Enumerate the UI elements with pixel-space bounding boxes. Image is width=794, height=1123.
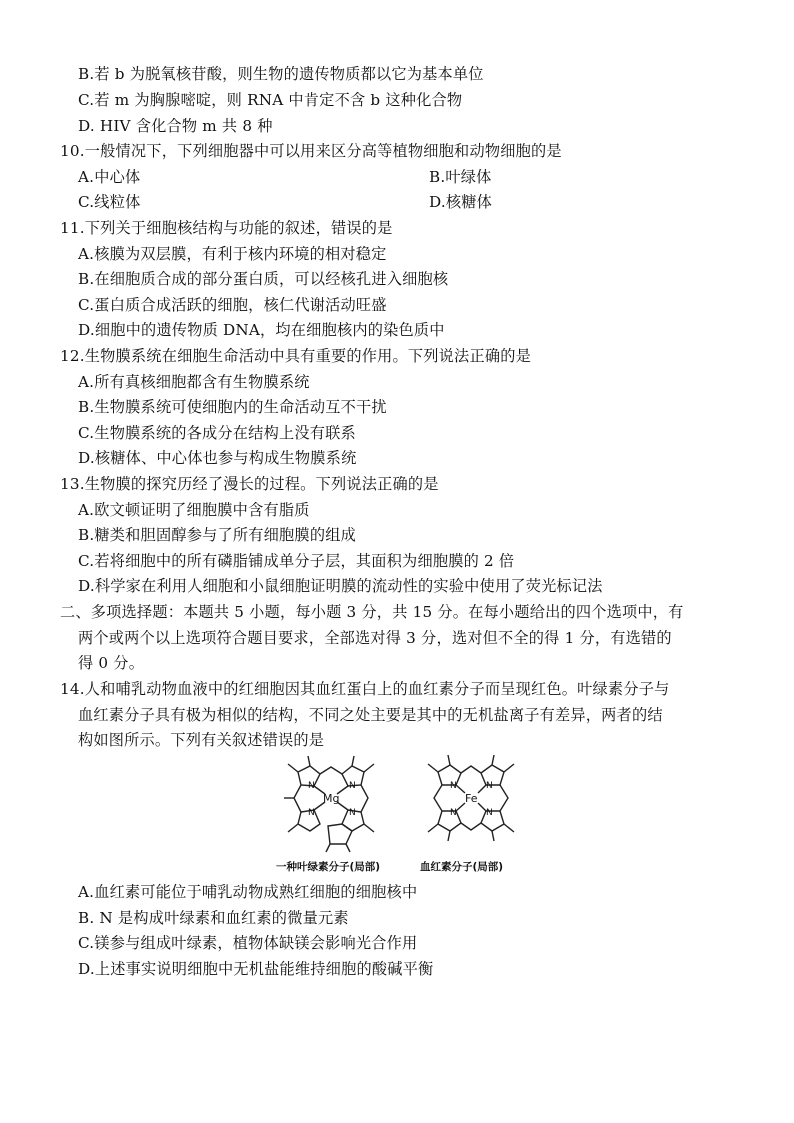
chlorophyll-n-label-2: N [349,781,356,791]
chlorophyll-n-label-4: N [349,808,356,818]
heme-n-label-4: N [486,808,493,818]
heme-n-label-2: N [486,781,493,791]
q10-option-c: C.线粒体 [78,193,141,211]
q10-stem: 10.一般情况下，下列细胞器中可以用来区分高等植物细胞和动物细胞的是 [60,142,562,160]
chlorophyll-caption: 一种叶绿素分子(局部) [276,861,381,873]
heme-n-label-1: N [450,781,457,791]
q14-option-b: B. N 是构成叶绿素和血红素的微量元素 [78,909,349,927]
q11-stem: 11.下列关于细胞核结构与功能的叙述，错误的是 [60,219,393,237]
q13-stem: 13.生物膜的探究历经了漫长的过程。下列说法正确的是 [60,475,439,493]
q12-option-b: B.生物膜系统可使细胞内的生命活动互不干扰 [78,398,387,416]
q10-option-d: D.核糖体 [429,193,493,211]
q13-option-b: B.糖类和胆固醇参与了所有细胞膜的组成 [78,526,356,544]
q9-option-d: D. HIV 含化合物 m 共 8 种 [78,117,273,135]
q14-option-a: A.血红素可能位于哺乳动物成熟红细胞的细胞核中 [78,883,418,901]
q11-option-d: D.细胞中的遗传物质 DNA，均在细胞核内的染色质中 [78,321,445,339]
q14-stem-line1: 14.人和哺乳动物血液中的红细胞因其血红蛋白上的血红素分子而呈现红色。叶绿素分子与 [60,680,670,698]
heme-n-label-3: N [450,808,457,818]
q11-option-a: A.核膜为双层膜，有利于核内环境的相对稳定 [78,245,387,263]
q10-option-a: A.中心体 [78,168,141,186]
q14-stem-line3: 构如图所示。下列有关叙述错误的是 [78,731,325,749]
q13-option-a: A.欧文顿证明了细胞膜中含有脂质 [78,501,310,519]
q12-stem: 12.生物膜系统在细胞生命活动中具有重要的作用。下列说法正确的是 [60,347,531,365]
heme-caption: 血红素分子(局部) [420,861,504,873]
heme-metal-label: Fe [465,792,478,805]
q12-option-c: C.生物膜系统的各成分在结构上没有联系 [78,424,356,442]
chlorophyll-n-label-3: N [308,808,315,818]
chlorophyll-metal-label: Mg [323,792,340,805]
q12-option-d: D.核糖体、中心体也参与构成生物膜系统 [78,449,357,467]
q14-stem-line2: 血红素分子具有极为相似的结构，不同之处主要是其中的无机盐离子有差异，两者的结 [78,706,663,724]
section2-line3: 得 0 分。 [78,654,145,672]
q12-option-a: A.所有真核细胞都含有生物膜系统 [78,373,310,391]
q11-option-b: B.在细胞质合成的部分蛋白质，可以经核孔进入细胞核 [78,270,449,288]
molecule-figure [270,752,530,877]
q14-option-d: D.上述事实说明细胞中无机盐能维持细胞的酸碱平衡 [78,960,434,978]
q10-option-b: B.叶绿体 [429,168,492,186]
q13-option-c: C.若将细胞中的所有磷脂铺成单分子层，其面积为细胞膜的 2 倍 [78,552,515,570]
section2-line2: 两个或两个以上选项符合题目要求，全部选对得 3 分，选对但不全的得 1 分，有选错的 [78,629,672,647]
section2-heading: 二、多项选择题：本题共 5 小题，每小题 3 分，共 15 分。在每小题给出的四个选项中，有 [60,603,684,621]
q11-option-c: C.蛋白质合成活跃的细胞，核仁代谢活动旺盛 [78,296,387,314]
q9-option-c: C.若 m 为胸腺嘧啶，则 RNA 中肯定不含 b 这种化合物 [78,91,463,109]
q14-option-c: C.镁参与组成叶绿素，植物体缺镁会影响光合作用 [78,934,418,952]
q13-option-d: D.科学家在利用人细胞和小鼠细胞证明膜的流动性的实验中使用了荧光标记法 [78,577,603,595]
q9-option-b: B.若 b 为脱氧核苷酸，则生物的遗传物质都以它为基本单位 [78,65,484,83]
molecule-figure-svg [270,752,530,877]
chlorophyll-n-label-1: N [308,781,315,791]
